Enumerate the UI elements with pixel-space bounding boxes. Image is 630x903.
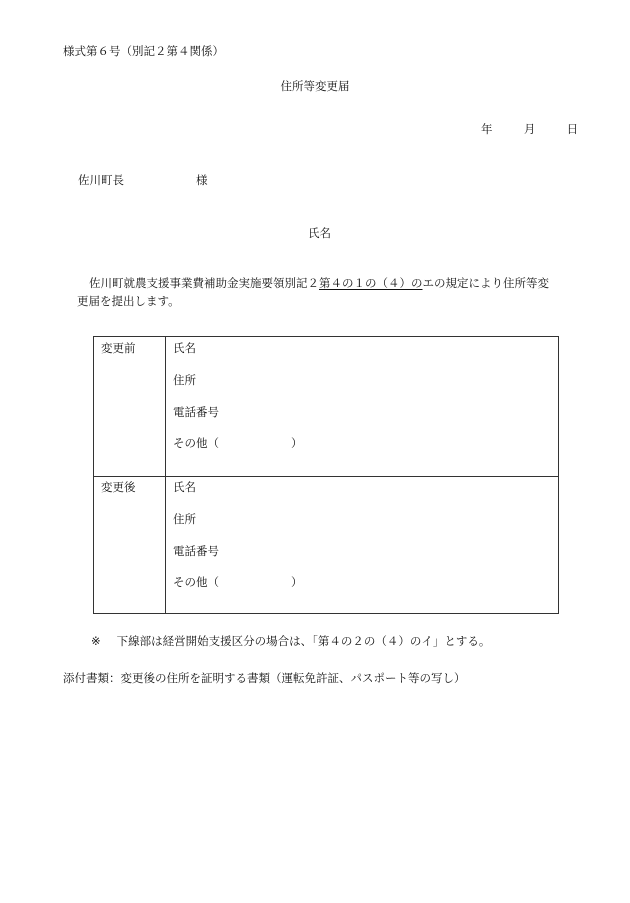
footnote-text: 下線部は経営開始支援区分の場合は、「第４の２の（４）のイ」とする。 — [116, 634, 491, 648]
addressee-name: 佐川町長 — [78, 173, 124, 187]
after-field-name: 氏名 — [173, 480, 196, 494]
body-text-part1: 佐川町就農支援事業費補助金実施要領別記２ — [89, 276, 319, 290]
before-field-other — [173, 436, 303, 450]
before-field-name: 氏名 — [173, 341, 196, 355]
after-field-other-label: その他（ — [173, 575, 219, 589]
footnote — [91, 636, 490, 648]
body-text-line2: 更届を提出します。 — [77, 294, 180, 308]
before-field-phone: 電話番号 — [173, 405, 219, 419]
form-number: 様式第６号（別記２第４関係） — [63, 44, 224, 58]
before-field-other-label: その他（ — [173, 436, 219, 450]
date-day: 日 — [566, 122, 579, 136]
table-divider-horizontal — [94, 476, 558, 477]
addressee — [78, 175, 208, 187]
body-text-underlined: 第４の１の（４）の — [319, 276, 423, 290]
footnote-mark: ※ — [91, 634, 101, 648]
before-field-address: 住所 — [173, 373, 196, 387]
applicant-name-label: 氏名 — [308, 226, 331, 240]
table-divider-vertical — [165, 337, 166, 613]
date-line — [481, 124, 578, 136]
attachments-line: 添付書類：変更後の住所を証明する書類（運転免許証、パスポート等の写し） — [63, 671, 466, 685]
body-text — [77, 274, 577, 310]
document-title: 住所等変更届 — [280, 79, 350, 93]
before-field-other-close: ） — [291, 436, 303, 450]
after-field-other — [173, 575, 303, 589]
before-section-label: 変更前 — [101, 341, 136, 355]
after-field-other-close: ） — [291, 575, 303, 589]
after-field-phone: 電話番号 — [173, 544, 219, 558]
body-text-part2: エの規定により住所等変 — [422, 276, 549, 290]
after-section-label: 変更後 — [101, 480, 136, 494]
change-table — [93, 336, 559, 614]
addressee-honorific: 様 — [196, 173, 208, 187]
after-field-address: 住所 — [173, 512, 196, 526]
date-month: 月 — [523, 122, 536, 136]
date-year: 年 — [481, 122, 493, 136]
